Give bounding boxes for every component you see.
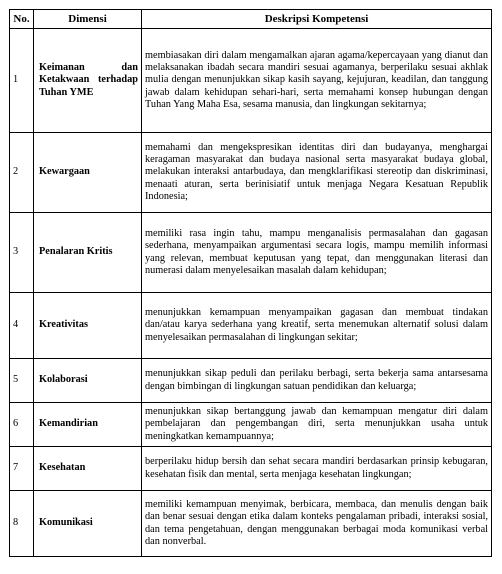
table-row xyxy=(10,403,492,447)
header-description: Deskripsi Kompetensi xyxy=(142,10,492,29)
row-number: 8 xyxy=(10,491,34,557)
dimension-name: Kesehatan xyxy=(34,447,142,491)
table-row xyxy=(10,359,492,403)
dimension-name: Kewargaan xyxy=(34,133,142,213)
row-number: 6 xyxy=(10,403,34,447)
competency-description: menunjukkan sikap bertanggung jawab dan kemampuan mengatur diri dalam pembelajaran dan pengembangan diri, serta menunjukkan usaha untuk meningkatkan kemampuannya; xyxy=(142,403,492,447)
row-number: 7 xyxy=(10,447,34,491)
competency-description: memahami dan mengekspresikan identitas diri dan budayanya, menghargai keragaman masyarakat dan budaya nasional serta masyarakat budaya global, melakukan interaksi antarbudaya, dan mengklarifikasi stereotip dan diskriminasi, menaati aturan, serta berinisiatif untuk menjaga Negara Kesatuan Republik Indonesia; xyxy=(142,133,492,213)
competency-description: membiasakan diri dalam mengamalkan ajaran agama/kepercayaan yang dianut dan melaksanakan ibadah secara mandiri sesuai agamanya, berperilaku sesuai akhlak mulia dengan menunjukkan sikap kasih sayang, kejujuran, keadilan, dan tanggung jawab dalam kehidupan sehari-hari, serta memahami konsep hubungan dengan Tuhan Yang Maha Esa, sesama manusia, dan lingkungan sekitarnya; xyxy=(142,29,492,133)
row-number: 3 xyxy=(10,213,34,293)
competency-table xyxy=(9,9,492,557)
header-row xyxy=(10,10,492,29)
dimension-name: Penalaran Kritis xyxy=(34,213,142,293)
dimension-name: Kolaborasi xyxy=(34,359,142,403)
table-row xyxy=(10,293,492,359)
dimension-name: Komunikasi xyxy=(34,491,142,557)
competency-description: memiliki kemampuan menyimak, berbicara, membaca, dan menulis dengan baik dan benar sesuai dengan etika dalam konteks pengalaman pribadi, interaksi sosial, dan tema pengetahuan, dengan menggunakan berbagai moda komunikasi verbal dan nonverbal. xyxy=(142,491,492,557)
row-number: 4 xyxy=(10,293,34,359)
competency-description: berperilaku hidup bersih dan sehat secara mandiri berdasarkan prinsip kebugaran, kesehatan fisik dan mental, serta menjaga kesehatan lingkungan; xyxy=(142,447,492,491)
table-row xyxy=(10,447,492,491)
competency-description: menunjukkan sikap peduli dan perilaku berbagi, serta bekerja sama antarsesama dengan bimbingan di lingkungan satuan pendidikan dan keluarga; xyxy=(142,359,492,403)
table-row xyxy=(10,29,492,133)
dimension-name: Keimanan dan Ketakwaan terhadap Tuhan YME xyxy=(34,29,142,133)
competency-description: menunjukkan kemampuan menyampaikan gagasan dan membuat tindakan dan/atau karya sederhana yang kreatif, serta menemukan alternatif solusi dalam menyelesaikan permasalahan di lingkungan sekitar; xyxy=(142,293,492,359)
competency-description: memiliki rasa ingin tahu, mampu menganalisis permasalahan dan gagasan sederhana, menyampaikan argumentasi secara logis, mampu memilih informasi yang relevan, membuat keputusan yang tepat, dan menggunakan literasi dan numerasi dalam menyelesaikan masalah dalam kehidupan; xyxy=(142,213,492,293)
header-dimension: Dimensi xyxy=(34,10,142,29)
row-number: 1 xyxy=(10,29,34,133)
dimension-name: Kemandirian xyxy=(34,403,142,447)
table-row xyxy=(10,491,492,557)
dimension-name: Kreativitas xyxy=(34,293,142,359)
row-number: 5 xyxy=(10,359,34,403)
row-number: 2 xyxy=(10,133,34,213)
table-row xyxy=(10,213,492,293)
table-row xyxy=(10,133,492,213)
header-no: No. xyxy=(10,10,34,29)
